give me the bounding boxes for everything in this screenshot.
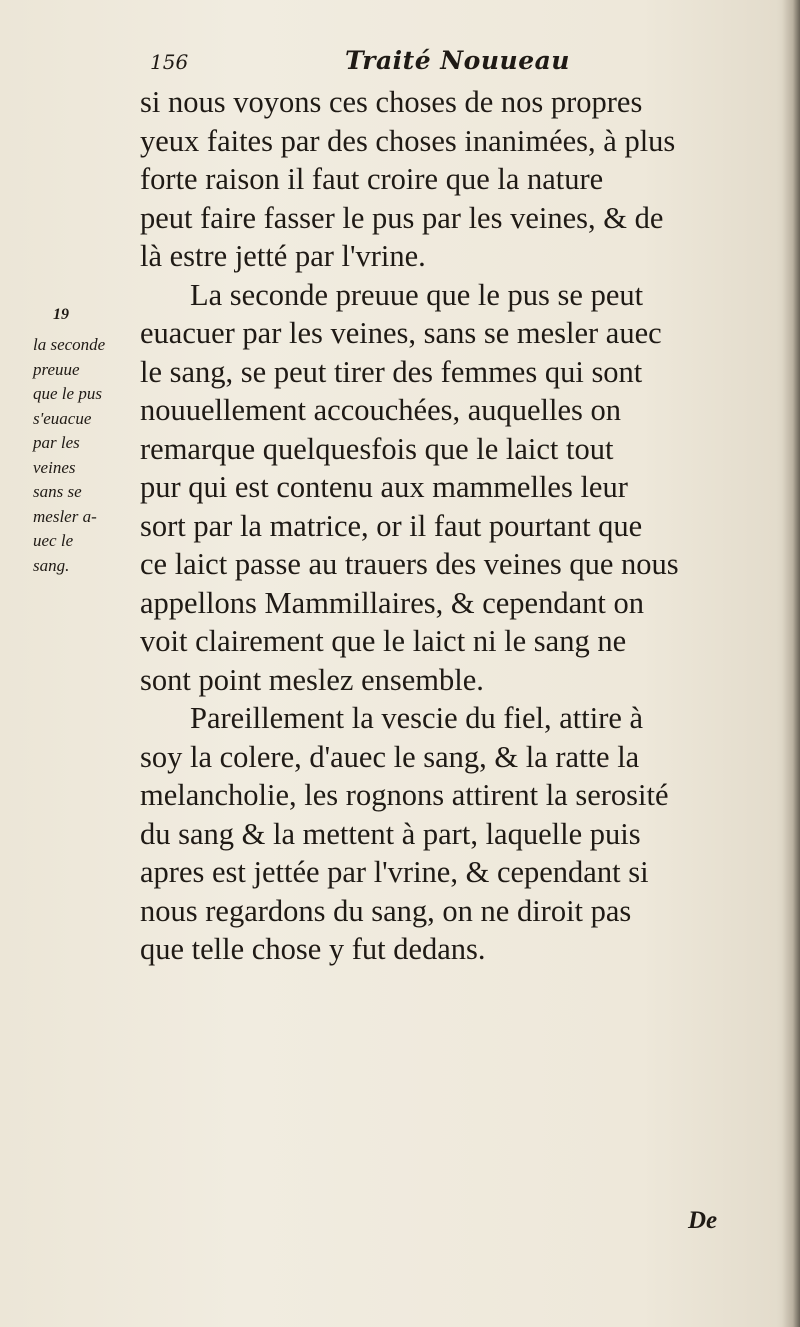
body-line: La seconde preuue que le pus se peut — [190, 277, 644, 312]
body-line: melancholie, les rognons attirent la serosité — [140, 778, 669, 812]
margin-note-line: sang. — [33, 555, 70, 575]
body-line: remarque quelquesfois que le laict tout — [140, 431, 614, 466]
body-line: sort par la matrice, or il faut pourtant que — [140, 508, 643, 543]
body-line: appellons Mammillaires, & cependant on — [140, 585, 644, 620]
margin-note — [33, 333, 141, 578]
margin-note-line: uec le — [33, 531, 74, 550]
body-line: si nous voyons ces choses de nos propres — [140, 85, 643, 119]
page-edge-shadow — [782, 0, 800, 1327]
body-line: voit clairement que le laict ni le sang ne — [140, 624, 627, 658]
body-line: apres est jettée par l'vrine, & cependant si — [140, 855, 649, 889]
body-line: pur qui est contenu aux mammelles leur — [140, 470, 628, 504]
margin-note-line: veines — [33, 457, 76, 477]
body-line: soy la colere, d'auec le sang, & la ratte la — [140, 739, 640, 774]
body-line: que telle chose y fut dedans. — [140, 932, 486, 966]
body-line: peut faire fasser le pus par les veines, & de — [140, 200, 664, 235]
body-line: euacuer par les veines, sans se mesler auec — [140, 316, 662, 350]
body-text — [140, 83, 745, 969]
body-line: Pareillement la vescie du fiel, attire à — [190, 701, 644, 735]
body-line: nouuellement accouchées, auquelles on — [140, 393, 622, 427]
margin-note-line: mesler a- — [33, 506, 97, 526]
margin-note-line: preuue — [33, 359, 80, 379]
catchword: De — [688, 1207, 718, 1234]
margin-note-line: par les — [33, 433, 80, 452]
running-title: Traité Nouueau — [345, 46, 570, 75]
margin-note-line: que le pus — [33, 384, 102, 403]
body-line: là estre jetté par l'vrine. — [140, 239, 426, 273]
body-line: forte raison il faut croire que la nature — [140, 162, 604, 196]
margin-paragraph-number: 19 — [53, 306, 69, 323]
body-line: nous regardons du sang, on ne diroit pas — [140, 893, 632, 928]
margin-note-line: la seconde — [33, 335, 106, 354]
body-line: le sang, se peut tirer des femmes qui sont — [140, 354, 643, 389]
body-line: du sang & la mettent à part, laquelle puis — [140, 816, 641, 851]
body-line: yeux faites par des choses inanimées, à plus — [140, 123, 676, 158]
margin-note-line: s'euacue — [33, 408, 92, 428]
page-number: 156 — [150, 50, 189, 74]
margin-note-line: sans se — [33, 482, 82, 501]
body-line: sont point meslez ensemble. — [140, 662, 484, 697]
body-line: ce laict passe au trauers des veines que nous — [140, 547, 679, 581]
